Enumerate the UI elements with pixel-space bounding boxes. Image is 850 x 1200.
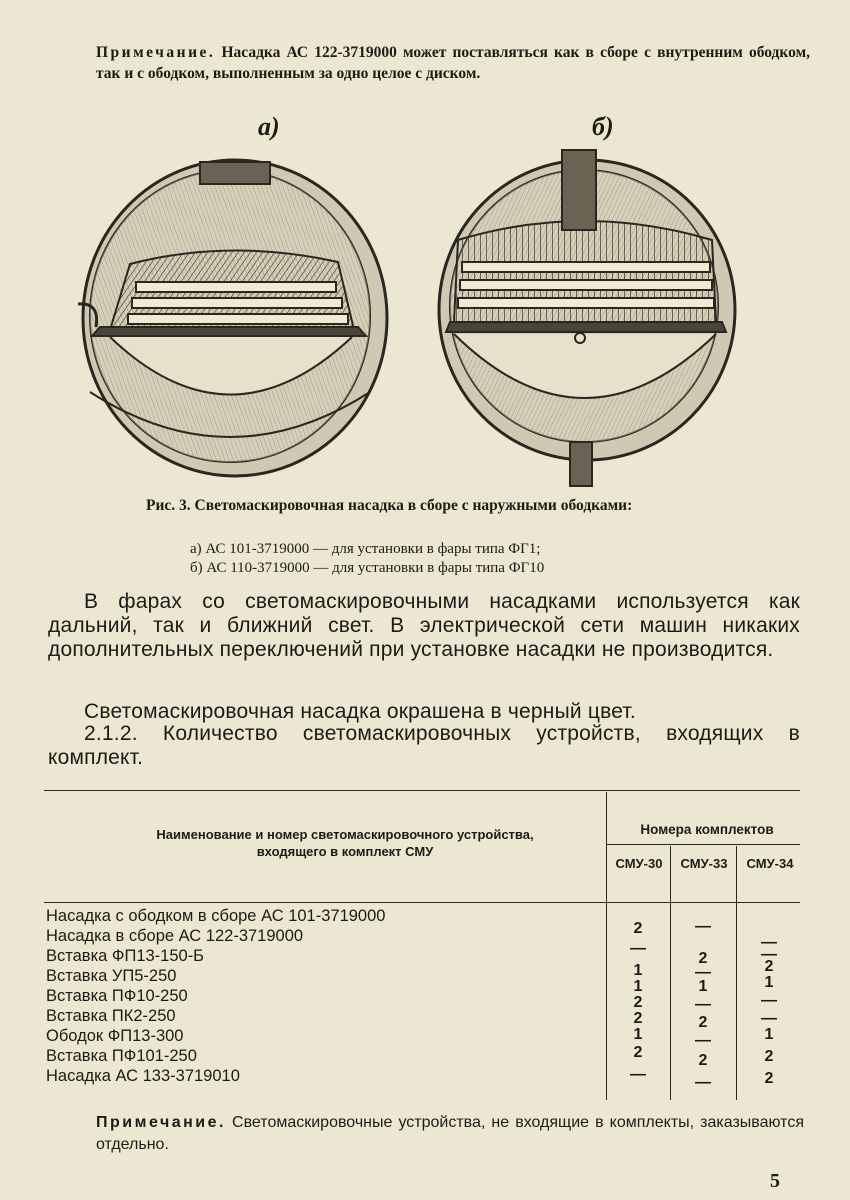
figure-label-b: б) bbox=[592, 112, 614, 141]
top-note-text: Насадка АС 122-3719000 может поставляться как в сборе с внутренним ободком, так и с ободком, выполненным за одно целое с диском. bbox=[96, 44, 811, 82]
table-row-name: Насадка с ободком в сборе АС 101-3719000 bbox=[46, 907, 386, 925]
table-cell: — bbox=[761, 946, 777, 963]
figure-caption-a: а) АС 101-3719000 — для установки в фары типа ФГ1; bbox=[190, 541, 541, 557]
figure-caption: Рис. 3. Светомаскировочная насадка в сборе с наружными ободками: bbox=[146, 497, 633, 514]
table-header-set-3: СМУ-34 bbox=[746, 856, 794, 871]
table-row-name: Вставка ПФ10-250 bbox=[46, 987, 188, 1005]
paragraph-light-usage: В фарах со светомаскировочными насадками используется как дальний, так и ближний свет. В электрической сети машин никаких дополнительных переключений при установке насадки не производится. bbox=[48, 590, 800, 661]
table-row-name: Вставка ПК2-250 bbox=[46, 1007, 176, 1025]
table-cell: 2 bbox=[764, 958, 774, 975]
table-cell: — bbox=[761, 992, 777, 1009]
bottom-note-text: Светомаскировочные устройства, не входящие в комплекты, заказываются отдельно. bbox=[96, 1114, 804, 1153]
table-cell: 2 bbox=[633, 994, 643, 1011]
table-col-divider-2 bbox=[736, 846, 737, 1100]
table-cell: — bbox=[761, 934, 777, 951]
table-cell: 1 bbox=[764, 974, 774, 991]
table-cell: — bbox=[630, 1066, 646, 1083]
table-col-divider-1 bbox=[670, 846, 671, 1100]
figure-label-a: а) bbox=[258, 112, 280, 141]
paragraph-color: Светомаскировочная насадка окрашена в черный цвет. bbox=[84, 700, 636, 723]
figure-caption-b: б) АС 110-3719000 — для установки в фары типа ФГ10 bbox=[190, 560, 545, 576]
table-row-name: Вставка ФП13-150-Б bbox=[46, 947, 205, 965]
table-cell: 2 bbox=[698, 950, 708, 967]
table-group-rule bbox=[606, 844, 800, 845]
table-row-name: Вставка УП5-250 bbox=[46, 967, 177, 985]
top-note-label: Примечание. bbox=[96, 44, 216, 61]
table-cell: 2 bbox=[764, 1070, 774, 1087]
table-cell: 2 bbox=[633, 1044, 643, 1061]
page-number: 5 bbox=[770, 1170, 780, 1192]
table-cell: — bbox=[695, 1074, 711, 1091]
table-cell: — bbox=[695, 918, 711, 935]
top-note bbox=[96, 42, 810, 84]
figure-caption-items bbox=[190, 540, 750, 578]
table-row-name: Насадка в сборе АС 122-3719000 bbox=[46, 927, 304, 945]
bottom-note-label: Примечание. bbox=[96, 1114, 226, 1131]
table-col-divider-name bbox=[606, 792, 607, 1100]
headlamp-a-illustration bbox=[70, 152, 390, 482]
table-cell: 1 bbox=[698, 978, 708, 995]
table-cell: 2 bbox=[764, 1048, 774, 1065]
table-header-group: Номера комплектов bbox=[640, 822, 774, 837]
table-cell: — bbox=[761, 1010, 777, 1027]
headlamp-b-illustration bbox=[432, 142, 742, 492]
table-header-set-1: СМУ-30 bbox=[615, 856, 663, 871]
table-cell: 2 bbox=[698, 1052, 708, 1069]
table-row-name: Ободок ФП13-300 bbox=[46, 1027, 184, 1045]
table-cell: 1 bbox=[633, 1026, 643, 1043]
table-cell: — bbox=[630, 940, 646, 957]
table-cell: — bbox=[695, 996, 711, 1013]
table-header-set-2: СМУ-33 bbox=[680, 856, 728, 871]
paragraph-section-2-1-2: 2.1.2. Количество светомаскировочных устройств, входящих в комплект. bbox=[48, 722, 800, 769]
table-cell: — bbox=[695, 1032, 711, 1049]
table-row-name: Насадка АС 133-3719010 bbox=[46, 1067, 240, 1085]
table-top-rule bbox=[44, 790, 800, 791]
table-cell: 1 bbox=[764, 1026, 774, 1043]
table-cell: 2 bbox=[633, 920, 643, 937]
table-header-rule bbox=[44, 902, 800, 903]
table-cell: 1 bbox=[633, 978, 643, 995]
table-cell: — bbox=[695, 964, 711, 981]
table-cell: 2 bbox=[698, 1014, 708, 1031]
table-header-name: Наименование и номер светомаскировочного устройства, входящего в комплект СМУ bbox=[156, 827, 534, 859]
bottom-note bbox=[96, 1112, 804, 1156]
table-row-name: Вставка ПФ101-250 bbox=[46, 1047, 197, 1065]
table-cell: 1 bbox=[633, 962, 643, 979]
table-cell: 2 bbox=[633, 1010, 643, 1027]
